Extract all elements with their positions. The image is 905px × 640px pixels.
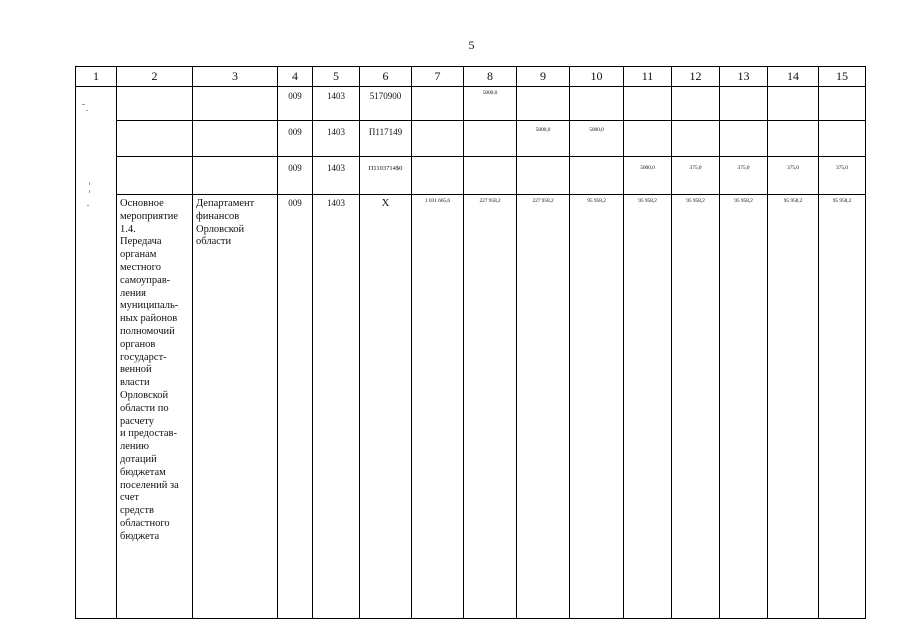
table-row [76,157,866,195]
column-header: 10 [570,67,624,87]
table-cell: 95 958,2 [624,195,672,619]
table-cell [720,87,768,121]
table-cell: 95 958,2 [672,195,720,619]
table-cell [672,121,720,157]
table-cell [117,87,193,121]
table-cell [672,87,720,121]
table-cell [412,121,464,157]
table-cell: 1403 [313,121,360,157]
table-cell [819,121,866,157]
scan-speck [82,104,85,105]
table-cell [117,157,193,195]
scan-speck [89,190,90,193]
table-row [76,87,866,121]
table-cell [193,157,278,195]
table-cell: 375,0 [768,157,819,195]
column-header: 8 [464,67,517,87]
table-cell: 5000,0 [517,121,570,157]
table-row [76,195,866,619]
table-cell [517,157,570,195]
column-header: 9 [517,67,570,87]
column-header: 4 [278,67,313,87]
table-cell [117,121,193,157]
table-cell: 227 958,2 [464,195,517,619]
table-cell [624,87,672,121]
table-cell: 009 [278,121,313,157]
table-cell [624,121,672,157]
table-cell [464,121,517,157]
table-cell: П117149 [360,121,412,157]
table-cell: 227 958,2 [517,195,570,619]
table-cell: П1103714$0 [360,157,412,195]
executor-cell: Департамент финансов Орловской области [193,195,278,619]
column-header: 12 [672,67,720,87]
column-header: 14 [768,67,819,87]
table-cell: 95 958,2 [768,195,819,619]
table-cell: 5000,0 [464,87,517,121]
table-cell: 5000,0 [624,157,672,195]
table-cell [412,87,464,121]
table-cell [412,157,464,195]
table-cell: 5000,0 [570,121,624,157]
table-cell: 375,0 [720,157,768,195]
table-cell [193,121,278,157]
table-cell: 95 958,2 [819,195,866,619]
column-header: 13 [720,67,768,87]
table-cell: 375,0 [672,157,720,195]
table-cell: 5170900 [360,87,412,121]
scan-speck [86,110,88,111]
table-cell: 95 958,2 [570,195,624,619]
table-cell [819,87,866,121]
column-header: 11 [624,67,672,87]
table-row [76,121,866,157]
column-header: 3 [193,67,278,87]
table-cell: 1403 [313,87,360,121]
column-header: 6 [360,67,412,87]
table-cell: 1403 [313,157,360,195]
budget-table [75,66,866,619]
table-header-row [76,67,866,87]
table-cell: 009 [278,87,313,121]
table-cell: 1403 [313,195,360,619]
column-header: 1 [76,67,117,87]
table-cell [517,87,570,121]
scan-speck [89,182,90,185]
table-cell: Х [360,195,412,619]
table-cell: 375,0 [819,157,866,195]
page-number: 5 [468,38,475,52]
table-cell: 009 [278,157,313,195]
table-cell: 009 [278,195,313,619]
table-cell: 1 031 665,6 [412,195,464,619]
column-header: 2 [117,67,193,87]
table-cell [768,121,819,157]
table-cell [768,87,819,121]
table-cell [570,87,624,121]
table-cell: 95 958,2 [720,195,768,619]
column-header: 7 [412,67,464,87]
table-cell [76,87,117,619]
column-header: 5 [313,67,360,87]
table-cell [193,87,278,121]
table-cell [720,121,768,157]
column-header: 15 [819,67,866,87]
table-cell [464,157,517,195]
scan-speck [87,205,89,206]
measure-description-cell: Основное мероприятие 1.4. Передача органам местного самоуправ- ления муниципаль- ных районов полномочий органов государст- венной власти Орловской области по расчету и предостав- лению дотаций бюджетам поселений за счет средств областного бюджета [117,195,193,619]
table-cell [570,157,624,195]
